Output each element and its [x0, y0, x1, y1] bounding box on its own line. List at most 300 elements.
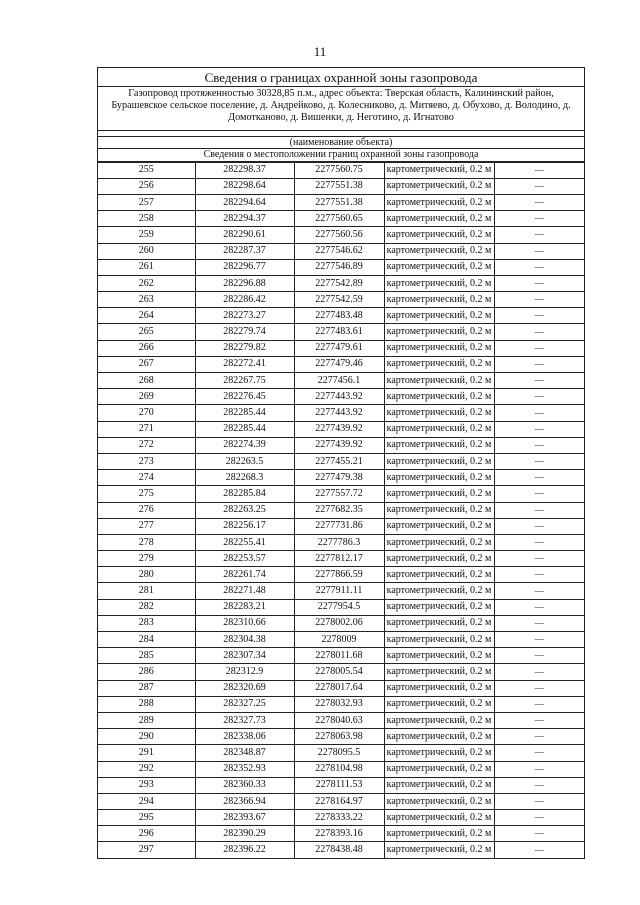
table-row: [98, 243, 584, 259]
location-caption: Сведения о местоположении границ охранной зоны газопровода: [98, 149, 584, 162]
point-number-cell: 257: [98, 194, 195, 210]
method-accuracy-cell: картометрический, 0.2 м: [384, 745, 494, 761]
point-number-cell: 278: [98, 534, 195, 550]
point-number-cell: 285: [98, 648, 195, 664]
method-accuracy-cell: картометрический, 0.2 м: [384, 421, 494, 437]
note-cell: [494, 826, 584, 842]
point-number-cell: 283: [98, 615, 195, 631]
note-cell: [494, 194, 584, 210]
point-number-cell: 271: [98, 421, 195, 437]
dash-mark: —: [534, 601, 544, 612]
y-coordinate-cell: 2277560.75: [294, 162, 384, 178]
x-coordinate-cell: 282327.25: [195, 696, 294, 712]
y-coordinate-cell: 2278393.16: [294, 826, 384, 842]
table-row: [98, 632, 584, 648]
note-cell: [494, 502, 584, 518]
method-accuracy-cell: картометрический, 0.2 м: [384, 486, 494, 502]
point-number-cell: 255: [98, 162, 195, 178]
table-row: [98, 502, 584, 518]
y-coordinate-cell: 2277439.92: [294, 421, 384, 437]
table-row: [98, 664, 584, 680]
x-coordinate-cell: 282285.44: [195, 421, 294, 437]
object-description: Газопровод протяженностью 30328,85 п.м., адрес объекта: Тверская область, Калининский район, Бурашевское сельское поселение, д. Андрейково, д. Колесниково, д. Митяево, д. Обухово, д. Володино, д. Домотканово, д. Вишенки, д. Неготино, д. Игнатово: [98, 87, 584, 131]
note-cell: [494, 373, 584, 389]
y-coordinate-cell: 2278095.5: [294, 745, 384, 761]
note-cell: [494, 842, 584, 858]
y-coordinate-cell: 2277542.89: [294, 275, 384, 291]
table-row: [98, 259, 584, 275]
x-coordinate-cell: 282261.74: [195, 567, 294, 583]
note-cell: [494, 518, 584, 534]
method-accuracy-cell: картометрический, 0.2 м: [384, 696, 494, 712]
dash-mark: —: [534, 617, 544, 628]
table-row: [98, 453, 584, 469]
point-number-cell: 287: [98, 680, 195, 696]
x-coordinate-cell: 282390.29: [195, 826, 294, 842]
method-accuracy-cell: картометрический, 0.2 м: [384, 826, 494, 842]
point-number-cell: 275: [98, 486, 195, 502]
point-number-cell: 265: [98, 324, 195, 340]
table-row: [98, 356, 584, 372]
table-row: [98, 194, 584, 210]
table-row: [98, 826, 584, 842]
note-cell: [494, 810, 584, 826]
note-cell: [494, 275, 584, 291]
table-row: [98, 761, 584, 777]
dash-mark: —: [534, 456, 544, 467]
x-coordinate-cell: 282285.44: [195, 405, 294, 421]
point-number-cell: 296: [98, 826, 195, 842]
y-coordinate-cell: 2277483.61: [294, 324, 384, 340]
point-number-cell: 266: [98, 340, 195, 356]
y-coordinate-cell: 2278002.06: [294, 615, 384, 631]
note-cell: [494, 583, 584, 599]
dash-mark: —: [534, 682, 544, 693]
x-coordinate-cell: 282327.73: [195, 712, 294, 728]
note-cell: [494, 243, 584, 259]
y-coordinate-cell: 2277911.11: [294, 583, 384, 599]
table-row: [98, 583, 584, 599]
note-cell: [494, 761, 584, 777]
table-row: [98, 373, 584, 389]
y-coordinate-cell: 2278164.97: [294, 793, 384, 809]
dash-mark: —: [534, 375, 544, 386]
y-coordinate-cell: 2277786.3: [294, 534, 384, 550]
x-coordinate-cell: 282267.75: [195, 373, 294, 389]
table-row: [98, 437, 584, 453]
method-accuracy-cell: картометрический, 0.2 м: [384, 615, 494, 631]
dash-mark: —: [534, 650, 544, 661]
table-row: [98, 470, 584, 486]
table-row: [98, 324, 584, 340]
method-accuracy-cell: картометрический, 0.2 м: [384, 599, 494, 615]
dash-mark: —: [534, 715, 544, 726]
y-coordinate-cell: 2277483.48: [294, 308, 384, 324]
y-coordinate-cell: 2277479.38: [294, 470, 384, 486]
dash-mark: —: [534, 326, 544, 337]
dash-mark: —: [534, 180, 544, 191]
table-row: [98, 793, 584, 809]
dash-mark: —: [534, 844, 544, 855]
x-coordinate-cell: 282312.9: [195, 664, 294, 680]
y-coordinate-cell: 2277812.17: [294, 551, 384, 567]
x-coordinate-cell: 282348.87: [195, 745, 294, 761]
dash-mark: —: [534, 391, 544, 402]
y-coordinate-cell: 2278104.98: [294, 761, 384, 777]
note-cell: [494, 567, 584, 583]
method-accuracy-cell: картометрический, 0.2 м: [384, 632, 494, 648]
method-accuracy-cell: картометрический, 0.2 м: [384, 729, 494, 745]
table-row: [98, 308, 584, 324]
note-cell: [494, 389, 584, 405]
point-number-cell: 270: [98, 405, 195, 421]
point-number-cell: 280: [98, 567, 195, 583]
method-accuracy-cell: картометрический, 0.2 м: [384, 518, 494, 534]
y-coordinate-cell: 2278333.22: [294, 810, 384, 826]
dash-mark: —: [534, 666, 544, 677]
y-coordinate-cell: 2277954.5: [294, 599, 384, 615]
note-cell: [494, 340, 584, 356]
y-coordinate-cell: 2277456.1: [294, 373, 384, 389]
y-coordinate-cell: 2277479.61: [294, 340, 384, 356]
y-coordinate-cell: 2277455.21: [294, 453, 384, 469]
point-number-cell: 263: [98, 292, 195, 308]
x-coordinate-cell: 282320.69: [195, 680, 294, 696]
method-accuracy-cell: картометрический, 0.2 м: [384, 308, 494, 324]
dash-mark: —: [534, 342, 544, 353]
y-coordinate-cell: 2278438.48: [294, 842, 384, 858]
point-number-cell: 264: [98, 308, 195, 324]
note-cell: [494, 729, 584, 745]
note-cell: [494, 421, 584, 437]
y-coordinate-cell: 2278011.68: [294, 648, 384, 664]
dash-mark: —: [534, 634, 544, 645]
method-accuracy-cell: картометрический, 0.2 м: [384, 583, 494, 599]
y-coordinate-cell: 2277560.65: [294, 211, 384, 227]
y-coordinate-cell: 2277443.92: [294, 405, 384, 421]
dash-mark: —: [534, 423, 544, 434]
point-number-cell: 277: [98, 518, 195, 534]
boundary-sheet: [97, 67, 585, 859]
y-coordinate-cell: 2277551.38: [294, 178, 384, 194]
point-number-cell: 291: [98, 745, 195, 761]
table-row: [98, 275, 584, 291]
method-accuracy-cell: картометрический, 0.2 м: [384, 567, 494, 583]
note-cell: [494, 405, 584, 421]
point-number-cell: 276: [98, 502, 195, 518]
table-row: [98, 745, 584, 761]
method-accuracy-cell: картометрический, 0.2 м: [384, 389, 494, 405]
note-cell: [494, 178, 584, 194]
dash-mark: —: [534, 229, 544, 240]
note-cell: [494, 292, 584, 308]
x-coordinate-cell: 282286.42: [195, 292, 294, 308]
method-accuracy-cell: картометрический, 0.2 м: [384, 275, 494, 291]
note-cell: [494, 259, 584, 275]
point-number-cell: 284: [98, 632, 195, 648]
note-cell: [494, 356, 584, 372]
point-number-cell: 262: [98, 275, 195, 291]
method-accuracy-cell: картометрический, 0.2 м: [384, 437, 494, 453]
point-number-cell: 256: [98, 178, 195, 194]
note-cell: [494, 324, 584, 340]
dash-mark: —: [534, 488, 544, 499]
dash-mark: —: [534, 213, 544, 224]
y-coordinate-cell: 2278040.63: [294, 712, 384, 728]
point-number-cell: 281: [98, 583, 195, 599]
table-row: [98, 842, 584, 858]
table-row: [98, 227, 584, 243]
point-number-cell: 268: [98, 373, 195, 389]
method-accuracy-cell: картометрический, 0.2 м: [384, 470, 494, 486]
point-number-cell: 274: [98, 470, 195, 486]
note-cell: [494, 308, 584, 324]
point-number-cell: 289: [98, 712, 195, 728]
x-coordinate-cell: 282294.37: [195, 211, 294, 227]
method-accuracy-cell: картометрический, 0.2 м: [384, 259, 494, 275]
y-coordinate-cell: 2277731.86: [294, 518, 384, 534]
table-row: [98, 810, 584, 826]
table-row: [98, 680, 584, 696]
point-number-cell: 293: [98, 777, 195, 793]
coordinates-table: [98, 162, 584, 858]
y-coordinate-cell: 2277551.38: [294, 194, 384, 210]
point-number-cell: 297: [98, 842, 195, 858]
method-accuracy-cell: картометрический, 0.2 м: [384, 534, 494, 550]
dash-mark: —: [534, 747, 544, 758]
method-accuracy-cell: картометрический, 0.2 м: [384, 648, 494, 664]
table-row: [98, 599, 584, 615]
x-coordinate-cell: 282287.37: [195, 243, 294, 259]
point-number-cell: 261: [98, 259, 195, 275]
method-accuracy-cell: картометрический, 0.2 м: [384, 761, 494, 777]
table-row: [98, 292, 584, 308]
method-accuracy-cell: картометрический, 0.2 м: [384, 373, 494, 389]
note-cell: [494, 453, 584, 469]
table-row: [98, 389, 584, 405]
method-accuracy-cell: картометрический, 0.2 м: [384, 453, 494, 469]
x-coordinate-cell: 282296.77: [195, 259, 294, 275]
x-coordinate-cell: 282352.93: [195, 761, 294, 777]
dash-mark: —: [534, 472, 544, 483]
note-cell: [494, 486, 584, 502]
dash-mark: —: [534, 731, 544, 742]
note-cell: [494, 712, 584, 728]
method-accuracy-cell: картометрический, 0.2 м: [384, 178, 494, 194]
dash-mark: —: [534, 407, 544, 418]
y-coordinate-cell: 2277546.62: [294, 243, 384, 259]
x-coordinate-cell: 282294.64: [195, 194, 294, 210]
note-cell: [494, 162, 584, 178]
point-number-cell: 292: [98, 761, 195, 777]
table-row: [98, 486, 584, 502]
y-coordinate-cell: 2277546.89: [294, 259, 384, 275]
dash-mark: —: [534, 439, 544, 450]
note-cell: [494, 615, 584, 631]
note-cell: [494, 437, 584, 453]
method-accuracy-cell: картометрический, 0.2 м: [384, 292, 494, 308]
note-cell: [494, 648, 584, 664]
method-accuracy-cell: картометрический, 0.2 м: [384, 227, 494, 243]
x-coordinate-cell: 282338.06: [195, 729, 294, 745]
coordinates-table-body: [98, 162, 584, 858]
method-accuracy-cell: картометрический, 0.2 м: [384, 194, 494, 210]
x-coordinate-cell: 282273.27: [195, 308, 294, 324]
note-cell: [494, 777, 584, 793]
x-coordinate-cell: 282296.88: [195, 275, 294, 291]
x-coordinate-cell: 282285.84: [195, 486, 294, 502]
table-row: [98, 340, 584, 356]
method-accuracy-cell: картометрический, 0.2 м: [384, 211, 494, 227]
dash-mark: —: [534, 585, 544, 596]
x-coordinate-cell: 282256.17: [195, 518, 294, 534]
y-coordinate-cell: 2278111.53: [294, 777, 384, 793]
table-row: [98, 567, 584, 583]
dash-mark: —: [534, 763, 544, 774]
table-row: [98, 211, 584, 227]
method-accuracy-cell: картометрический, 0.2 м: [384, 777, 494, 793]
y-coordinate-cell: 2277866.59: [294, 567, 384, 583]
note-cell: [494, 632, 584, 648]
note-cell: [494, 470, 584, 486]
note-cell: [494, 793, 584, 809]
note-cell: [494, 534, 584, 550]
x-coordinate-cell: 282366.94: [195, 793, 294, 809]
dash-mark: —: [534, 828, 544, 839]
method-accuracy-cell: картометрический, 0.2 м: [384, 680, 494, 696]
x-coordinate-cell: 282255.41: [195, 534, 294, 550]
dash-mark: —: [534, 537, 544, 548]
method-accuracy-cell: картометрический, 0.2 м: [384, 551, 494, 567]
x-coordinate-cell: 282263.25: [195, 502, 294, 518]
dash-mark: —: [534, 310, 544, 321]
note-cell: [494, 696, 584, 712]
point-number-cell: 295: [98, 810, 195, 826]
table-row: [98, 551, 584, 567]
x-coordinate-cell: 282274.39: [195, 437, 294, 453]
x-coordinate-cell: 282272.41: [195, 356, 294, 372]
x-coordinate-cell: 282276.45: [195, 389, 294, 405]
point-number-cell: 286: [98, 664, 195, 680]
x-coordinate-cell: 282360.33: [195, 777, 294, 793]
method-accuracy-cell: картометрический, 0.2 м: [384, 405, 494, 421]
dash-mark: —: [534, 197, 544, 208]
method-accuracy-cell: картометрический, 0.2 м: [384, 243, 494, 259]
x-coordinate-cell: 282304.38: [195, 632, 294, 648]
method-accuracy-cell: картометрический, 0.2 м: [384, 356, 494, 372]
note-cell: [494, 211, 584, 227]
x-coordinate-cell: 282279.74: [195, 324, 294, 340]
x-coordinate-cell: 282268.3: [195, 470, 294, 486]
dash-mark: —: [534, 553, 544, 564]
point-number-cell: 259: [98, 227, 195, 243]
method-accuracy-cell: картометрический, 0.2 м: [384, 162, 494, 178]
point-number-cell: 290: [98, 729, 195, 745]
y-coordinate-cell: 2277439.92: [294, 437, 384, 453]
table-row: [98, 421, 584, 437]
dash-mark: —: [534, 278, 544, 289]
method-accuracy-cell: картометрический, 0.2 м: [384, 712, 494, 728]
dash-mark: —: [534, 294, 544, 305]
y-coordinate-cell: 2278063.98: [294, 729, 384, 745]
point-number-cell: 272: [98, 437, 195, 453]
point-number-cell: 269: [98, 389, 195, 405]
method-accuracy-cell: картометрический, 0.2 м: [384, 793, 494, 809]
dash-mark: —: [534, 779, 544, 790]
table-row: [98, 405, 584, 421]
point-number-cell: 260: [98, 243, 195, 259]
note-cell: [494, 227, 584, 243]
y-coordinate-cell: 2278005.54: [294, 664, 384, 680]
table-row: [98, 518, 584, 534]
table-row: [98, 696, 584, 712]
dash-mark: —: [534, 698, 544, 709]
y-coordinate-cell: 2277443.92: [294, 389, 384, 405]
note-cell: [494, 745, 584, 761]
note-cell: [494, 680, 584, 696]
table-row: [98, 729, 584, 745]
note-cell: [494, 664, 584, 680]
point-number-cell: 282: [98, 599, 195, 615]
method-accuracy-cell: картометрический, 0.2 м: [384, 842, 494, 858]
x-coordinate-cell: 282298.37: [195, 162, 294, 178]
table-row: [98, 648, 584, 664]
table-row: [98, 162, 584, 178]
note-cell: [494, 599, 584, 615]
point-number-cell: 288: [98, 696, 195, 712]
x-coordinate-cell: 282298.64: [195, 178, 294, 194]
x-coordinate-cell: 282271.48: [195, 583, 294, 599]
note-cell: [494, 551, 584, 567]
dash-mark: —: [534, 261, 544, 272]
x-coordinate-cell: 282290.61: [195, 227, 294, 243]
method-accuracy-cell: картометрический, 0.2 м: [384, 502, 494, 518]
y-coordinate-cell: 2278017.64: [294, 680, 384, 696]
page-number: 11: [313, 44, 327, 59]
method-accuracy-cell: картометрический, 0.2 м: [384, 664, 494, 680]
method-accuracy-cell: картометрический, 0.2 м: [384, 324, 494, 340]
dash-mark: —: [534, 812, 544, 823]
y-coordinate-cell: 2277542.59: [294, 292, 384, 308]
x-coordinate-cell: 282279.82: [195, 340, 294, 356]
x-coordinate-cell: 282396.22: [195, 842, 294, 858]
y-coordinate-cell: 2277557.72: [294, 486, 384, 502]
x-coordinate-cell: 282283.21: [195, 599, 294, 615]
point-number-cell: 279: [98, 551, 195, 567]
method-accuracy-cell: картометрический, 0.2 м: [384, 810, 494, 826]
table-row: [98, 178, 584, 194]
table-row: [98, 777, 584, 793]
table-row: [98, 615, 584, 631]
dash-mark: —: [534, 358, 544, 369]
x-coordinate-cell: 282263.5: [195, 453, 294, 469]
y-coordinate-cell: 2278032.93: [294, 696, 384, 712]
y-coordinate-cell: 2278009: [294, 632, 384, 648]
method-accuracy-cell: картометрический, 0.2 м: [384, 340, 494, 356]
table-row: [98, 534, 584, 550]
dash-mark: —: [534, 504, 544, 515]
table-row: [98, 712, 584, 728]
x-coordinate-cell: 282307.34: [195, 648, 294, 664]
x-coordinate-cell: 282310.66: [195, 615, 294, 631]
dash-mark: —: [534, 245, 544, 256]
y-coordinate-cell: 2277479.46: [294, 356, 384, 372]
y-coordinate-cell: 2277560.56: [294, 227, 384, 243]
y-coordinate-cell: 2277682.35: [294, 502, 384, 518]
dash-mark: —: [534, 164, 544, 175]
dash-mark: —: [534, 569, 544, 580]
x-coordinate-cell: 282253.57: [195, 551, 294, 567]
